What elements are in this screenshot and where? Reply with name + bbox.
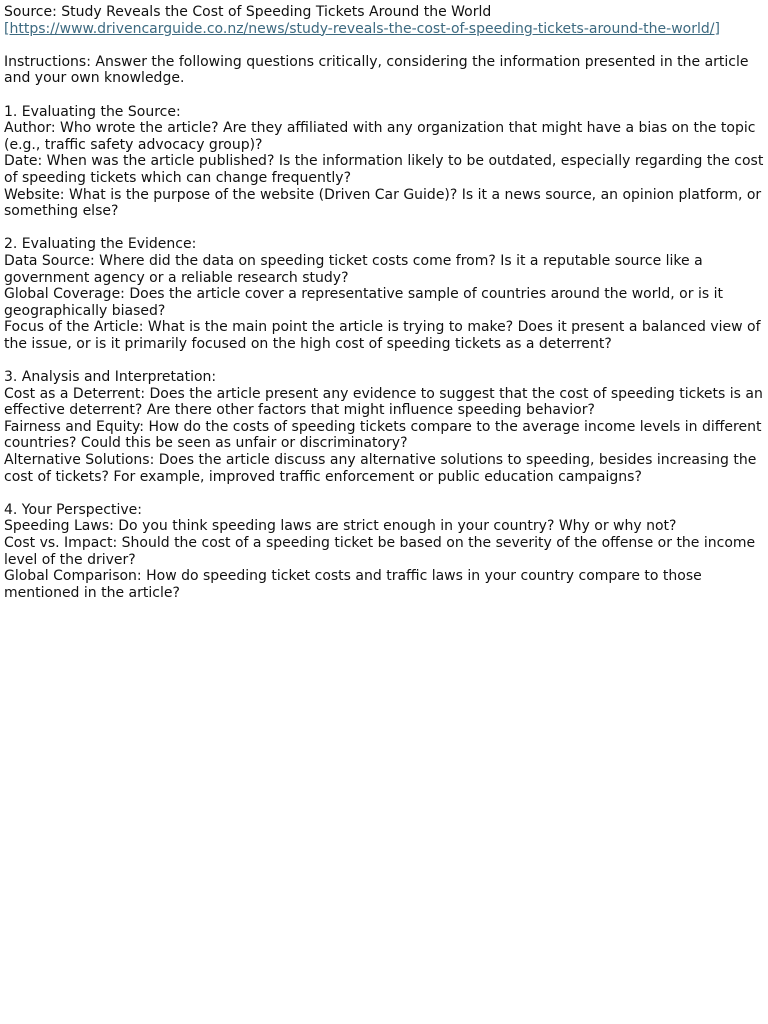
spacer — [4, 37, 764, 54]
question-data-source: Data Source: Where did the data on speeding ticket costs come from? Is it a reputable source like a government agency or a reliable research study? — [4, 252, 703, 286]
question-focus: Focus of the Article: What is the main point the article is trying to make? Does it present a balanced view of the issue, or is it primarily focused on the high cost of speeding tickets as a deterrent? — [4, 319, 761, 352]
question-alternatives: Alternative Solutions: Does the article discuss any alternative solutions to speeding, besides increasing the cost of tickets? For example, improved traffic enforcement or public education campaigns? — [4, 452, 757, 485]
question-global-comparison: Global Comparison: How do speeding ticket costs and traffic laws in your country compare to those mentioned in the article? — [4, 568, 702, 601]
instructions-text: Instructions: Answer the following questions critically, considering the information presented in the article and your own knowledge. — [4, 53, 749, 87]
spacer — [4, 87, 764, 104]
spacer — [4, 352, 764, 369]
question-cost-vs-impact: Cost vs. Impact: Should the cost of a speeding ticket be based on the severity of the offense or the income level of the driver? — [4, 535, 756, 568]
question-author: Author: Who wrote the article? Are they affiliated with any organization that might have a bias on the topic (e.g., traffic safety advocacy group)? — [4, 120, 756, 153]
source-line: Source: Study Reveals the Cost of Speeding Tickets Around the World — [4, 4, 492, 20]
question-speeding-laws: Speeding Laws: Do you think speeding laws are strict enough in your country? Why or why not? — [4, 518, 677, 535]
question-date: Date: When was the article published? Is the information likely to be outdated, especially regarding the cost of speeding tickets which can change frequently? — [4, 153, 764, 186]
section-heading-perspective: 4. Your Perspective: — [4, 501, 142, 518]
section-heading-evaluating-evidence: 2. Evaluating the Evidence: — [4, 236, 197, 253]
question-fairness: Fairness and Equity: How do the costs of speeding tickets compare to the average income levels in different countries? Could this be seen as unfair or discriminatory? — [4, 418, 762, 452]
question-global-coverage: Global Coverage: Does the article cover a representative sample of countries around the world, or is it geographically biased? — [4, 286, 723, 319]
source-link[interactable]: [https://www.drivencarguide.co.nz/news/study-reveals-the-cost-of-speeding-tickets-around-the-world/] — [4, 20, 720, 37]
section-heading-evaluating-source: 1. Evaluating the Source: — [4, 103, 181, 120]
section-heading-analysis: 3. Analysis and Interpretation: — [4, 369, 217, 386]
spacer — [4, 220, 764, 237]
question-cost-deterrent: Cost as a Deterrent: Does the article present any evidence to suggest that the cost of speeding tickets is an effective deterrent? Are there other factors that might influence speeding behavior? — [4, 385, 763, 419]
question-website: Website: What is the purpose of the website (Driven Car Guide)? Is it a news source, an opinion platform, or something else? — [4, 186, 762, 220]
source-link-line — [4, 21, 764, 38]
spacer — [4, 485, 764, 502]
